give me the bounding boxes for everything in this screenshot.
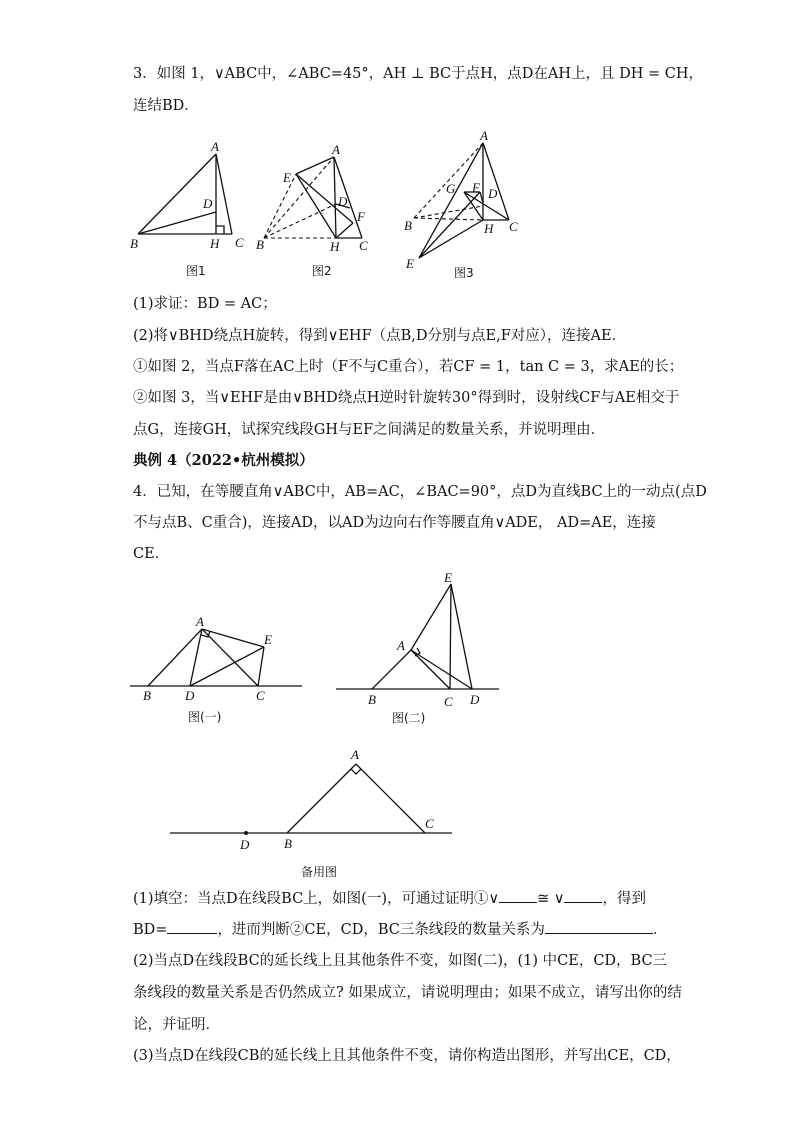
p4-q1-text-e: ，进而判断②CE，CD，BC三条线段的数量关系为 bbox=[217, 922, 545, 938]
fig-spare-label-A: A bbox=[351, 747, 359, 762]
p3-figure-2 bbox=[250, 140, 390, 284]
answer-blank-3[interactable] bbox=[167, 919, 217, 934]
p3-q2b-line2: 点G，连接GH，试探究线段GH与EF之间满足的数量关系，并说明理由． bbox=[133, 422, 606, 438]
fig3-label-B: B bbox=[404, 218, 412, 233]
p3-figure-3 bbox=[396, 128, 536, 287]
p4-line2: 不与点B、C重合)，连接AD，以AD为边向右作等腰直角∨ADE， AD=AE，连接 bbox=[133, 515, 656, 531]
fig3-label-F: F bbox=[472, 180, 480, 195]
p4-q1-text-d: BD= bbox=[133, 922, 168, 938]
fig-yi-caption: 图(一) bbox=[188, 710, 222, 724]
fig-yi-label-E: E bbox=[264, 632, 272, 647]
fig2-label-H: H bbox=[330, 239, 340, 254]
fig1-label-H: H bbox=[210, 236, 220, 251]
fig-er-label-C: C bbox=[444, 694, 453, 709]
fig-er-caption: 图(二) bbox=[392, 711, 426, 725]
fig3-label-H: H bbox=[484, 221, 494, 236]
p3-q2a: ①如图 2，当点F落在AC上时（F不与C重合），若CF = 1，tan C = 3，求AE的长； bbox=[133, 359, 684, 375]
fig-yi-label-C: C bbox=[256, 688, 265, 703]
fig-spare-caption: 备用图 bbox=[301, 865, 338, 879]
fig-spare-label-B: B bbox=[284, 836, 292, 851]
fig3-label-C: C bbox=[509, 219, 518, 234]
fig1-label-C: C bbox=[235, 235, 244, 250]
fig3-label-E: E bbox=[406, 256, 414, 271]
fig1-label-A: A bbox=[211, 139, 219, 154]
p4-q1-text-c: ，得到 bbox=[602, 891, 646, 907]
fig2-caption: 图2 bbox=[312, 264, 332, 278]
p4-q1-line1 bbox=[133, 888, 646, 909]
p4-figure-1 bbox=[130, 605, 305, 734]
answer-blank-1[interactable] bbox=[499, 888, 537, 903]
fig-yi-label-A: A bbox=[196, 614, 204, 629]
p4-q1-line2 bbox=[133, 919, 667, 940]
point-D-marker bbox=[244, 831, 248, 835]
fig2-label-C: C bbox=[359, 238, 368, 253]
fig-er-label-D: D bbox=[470, 692, 480, 707]
p3-figure-1 bbox=[120, 140, 260, 284]
p4-q1-text-b: ≅ ∨ bbox=[537, 891, 565, 907]
fig-spare-label-D: D bbox=[240, 837, 250, 852]
fig2-label-A: A bbox=[332, 142, 340, 157]
p4-line3: CE． bbox=[133, 546, 170, 562]
p3-q2b-line1: ②如图 3，当∨EHF是由∨BHD绕点H逆时针旋转30°得到时，设射线CF与AE相交于 bbox=[133, 390, 680, 406]
p4-q1-text-f: ． bbox=[652, 922, 668, 938]
fig2-label-E: E bbox=[283, 170, 291, 185]
fig2-label-B: B bbox=[256, 237, 264, 252]
fig-er-label-A: A bbox=[397, 638, 405, 653]
fig3-label-A: A bbox=[480, 128, 488, 143]
p3-q2: (2)将∨BHD绕点H旋转，得到∨EHF（点B,D分别与点E,F对应），连接AE． bbox=[133, 328, 627, 344]
p3-line2: 连结BD． bbox=[133, 98, 199, 114]
fig3-label-G: G bbox=[446, 181, 456, 196]
fig-er-label-B: B bbox=[368, 692, 376, 707]
fig1-label-B: B bbox=[130, 236, 138, 251]
p4-q2-line1: (2)当点D在线段BC的延长线上且其他条件不变，如图(二)，(1) 中CE，CD，BC三 bbox=[133, 953, 668, 969]
p4-figure-2 bbox=[334, 568, 504, 747]
fig-er-label-E: E bbox=[444, 570, 452, 585]
fig-spare-label-C: C bbox=[425, 816, 434, 831]
p4-line1: 4．已知，在等腰直角∨ABC中，AB=AC，∠BAC=90°，点D为直线BC上的一动点(点D bbox=[133, 484, 707, 500]
example4-header: 典例 4（2022•杭州模拟） bbox=[133, 452, 314, 469]
p4-figure-spare bbox=[170, 742, 460, 891]
p3-q1: (1)求证：BD = AC； bbox=[133, 296, 277, 312]
p3-line1: 3．如图 1，∨ABC中，∠ABC=45°，AH ⊥ BC于点H，点D在AH上，且 DH = CH， bbox=[133, 66, 704, 82]
fig3-label-D: D bbox=[488, 186, 498, 201]
p4-q2-line3: 论，并证明． bbox=[133, 1017, 220, 1033]
fig-yi-label-D: D bbox=[185, 688, 195, 703]
p4-q2-line2: 条线段的数量关系是否仍然成立? 如果成立，请说明理由；如果不成立，请写出你的结 bbox=[133, 985, 682, 1001]
fig3-caption: 图3 bbox=[454, 266, 474, 280]
fig2-label-D: D bbox=[338, 194, 348, 209]
fig1-label-D: D bbox=[203, 196, 213, 211]
p4-q3-line1: (3)当点D在线段CB的延长线上且其他条件不变，请你构造出图形，并写出CE，CD， bbox=[133, 1048, 681, 1064]
fig2-label-F: F bbox=[357, 209, 365, 224]
fig-yi-label-B: B bbox=[143, 688, 151, 703]
answer-blank-4[interactable] bbox=[545, 919, 653, 934]
answer-blank-2[interactable] bbox=[564, 888, 602, 903]
fig1-caption: 图1 bbox=[186, 264, 206, 278]
p4-q1-text-a: (1)填空：当点D在线段BC上，如图(一)，可通过证明①∨ bbox=[133, 891, 500, 907]
